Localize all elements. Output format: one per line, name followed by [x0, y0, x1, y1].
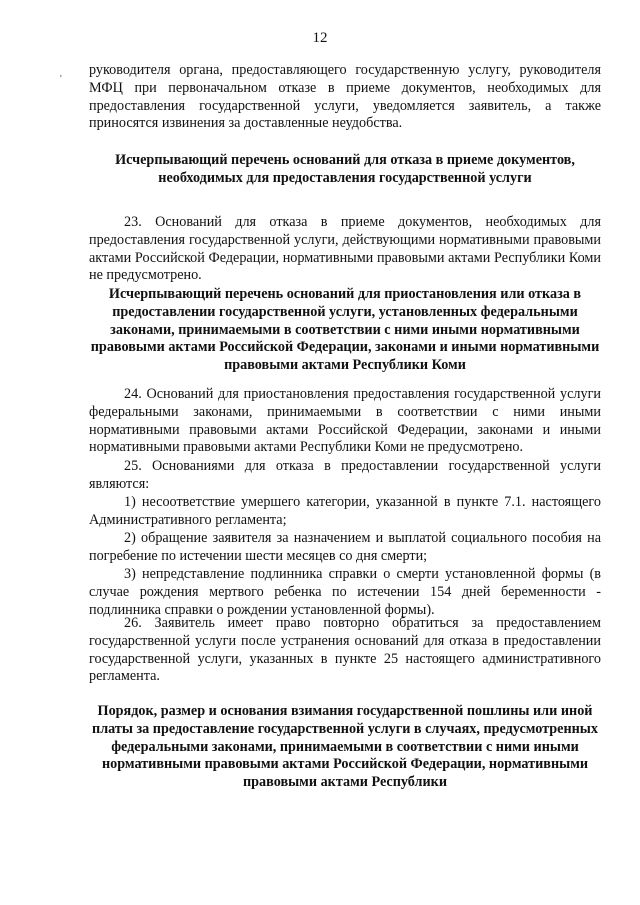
paragraph-23: 23. Оснований для отказа в приеме документов, необходимых для предоставления государственной услуги, действующими нормативными правовыми актами Российской Федерации, нормативными правовыми актами Республики Коми не предусмотрено.: [89, 214, 601, 284]
heading-state-fee: Порядок, размер и основания взимания государственной пошлины или иной платы за предоставление государственной услуги в случаях, предусмотренных федеральными законами, принимаемыми в соответствии с ними иными нормативными правовыми актами Российской Федерации, нормативными правовыми актами Республики: [92, 703, 598, 791]
margin-mark: ': [60, 74, 62, 85]
paragraph-26: 26. Заявитель имеет право повторно обратиться за предоставлением государственной услуги после устранения оснований для отказа в предоставлении государственной услуги, указанных в пункте 25 настоящего административного регламента.: [89, 615, 601, 685]
list-item-1: 1) несоответствие умершего категории, указанной в пункте 7.1. настоящего Административного регламента;: [89, 494, 601, 528]
paragraph-25: 25. Основаниями для отказа в предоставлении государственной услуги являются:: [89, 458, 601, 492]
list-item-3: 3) непредставление подлинника справки о смерти установленной формы (в случае рождения мертвого ребенка по истечении 154 дней беременности - подлинника справки о рождении установленной формы).: [89, 566, 601, 618]
list-item-2: 2) обращение заявителя за назначением и выплатой социального пособия на погребение по истечении шести месяцев со дня смерти;: [89, 530, 601, 564]
page-number: 12: [312, 30, 328, 46]
paragraph-24: 24. Оснований для приостановления предоставления государственной услуги федеральными законами, принимаемыми в соответствии с ними иными нормативными правовыми актами Российской Федерации, законами и иными нормативными правовыми актами Республики Коми не предусмотрено.: [89, 386, 601, 456]
paragraph-intro: руководителя органа, предоставляющего государственную услугу, руководителя МФЦ при первоначальном отказе в приеме документов, необходимых для предоставления государственной услуги, уведомляется заявитель, а также приносятся извинения за доставленные неудобства.: [89, 62, 601, 132]
heading-refusal-documents: Исчерпывающий перечень оснований для отказа в приеме документов, необходимых для предоставления государственной услуги: [115, 152, 575, 186]
heading-suspension-grounds: Исчерпывающий перечень оснований для приостановления или отказа в предоставлении государственной услуги, установленных федеральными законами, принимаемыми в соответствии с ними иными нормативными правовыми актами Российской Федерации, законами и иными нормативными правовыми актами Республики Коми: [90, 286, 600, 374]
